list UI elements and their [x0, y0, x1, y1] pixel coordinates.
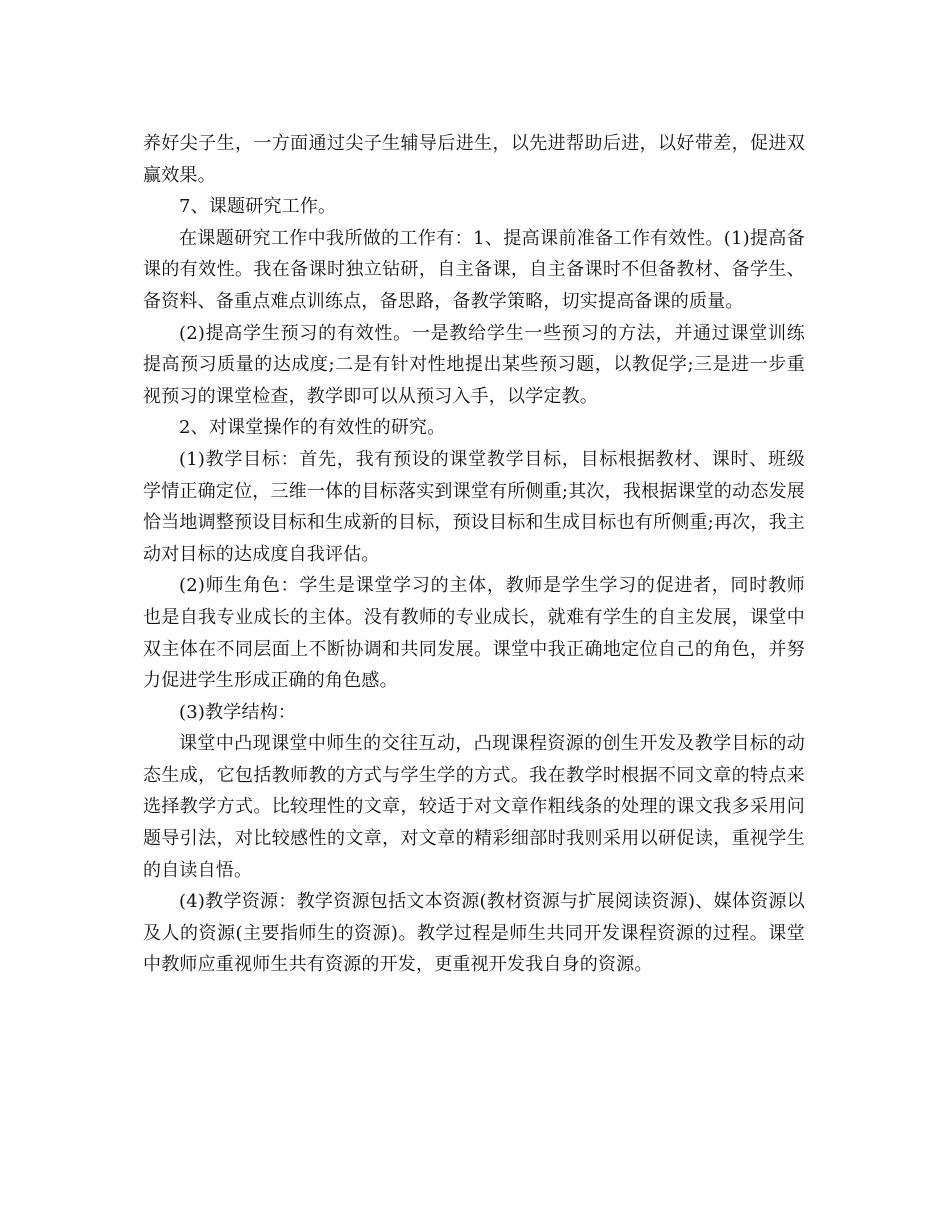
- heading-item-7: 7、课题研究工作。: [179, 196, 337, 218]
- subheading-teaching-structure: (3)教学结构：: [179, 701, 297, 723]
- paragraph-4: (2)提高学生预习的有效性。一是教给学生一些预习的方法，并通过课堂训练提高预习质量的达成度;二是有针对性地提出某些预习题，以教促学;三是进一步重视预习的课堂检查，教学即可以从预习入手，以学定教。: [143, 322, 805, 407]
- paragraph-3: 在课题研究工作中我所做的工作有：1、提高课前准备工作有效性。(1)提高备课的有效性。我在备课时独立钻研，自主备课，自主备课时不但备教材、备学生、备资料、备重点难点训练点，备思路，备教学策略，切实提高备课的质量。: [143, 227, 805, 312]
- paragraph-6: (1)教学目标：首先，我有预设的课堂教学目标，目标根据教材、课时、班级学情正确定位，三维一体的目标落实到课堂有所侧重;其次，我根据课堂的动态发展恰当地调整预设目标和生成新的目标，预设目标和生成目标也有所侧重;再次，我主动对目标的达成度自我评估。: [143, 448, 805, 565]
- paragraph-9: 课堂中凸现课堂中师生的交往互动，凸现课程资源的创生开发及教学目标的动态生成，它包括教师教的方式与学生学的方式。我在教学时根据不同文章的特点来选择教学方式。比较理性的文章，较适于对文章作粗线条的处理的课文我多采用问题导引法，对比较感性的文章，对文章的精彩细部时我则采用以研促读，重视学生的自读自悟。: [143, 733, 805, 881]
- paragraph-1: 养好尖子生，一方面通过尖子生辅导后进生，以先进帮助后进，以好带差，促进双赢效果。: [143, 133, 805, 186]
- paragraph-10: (4)教学资源：教学资源包括文本资源(教材资源与扩展阅读资源)、媒体资源以及人的资源(主要指师生的资源)。教学过程是师生共同开发课程资源的过程。课堂中教师应重视师生共有资源的开发，更重视开发我自身的资源。: [143, 891, 805, 976]
- paragraph-7: (2)师生角色：学生是课堂学习的主体，教师是学生学习的促进者，同时教师也是自我专业成长的主体。没有教师的专业成长，就难有学生的自主发展，课堂中双主体在不同层面上不断协调和共同发展。课堂中我正确地定位自己的角色，并努力促进学生形成正确的角色感。: [143, 575, 805, 692]
- heading-item-2: 2、对课堂操作的有效性的研究。: [179, 417, 446, 439]
- document-body: [143, 128, 805, 981]
